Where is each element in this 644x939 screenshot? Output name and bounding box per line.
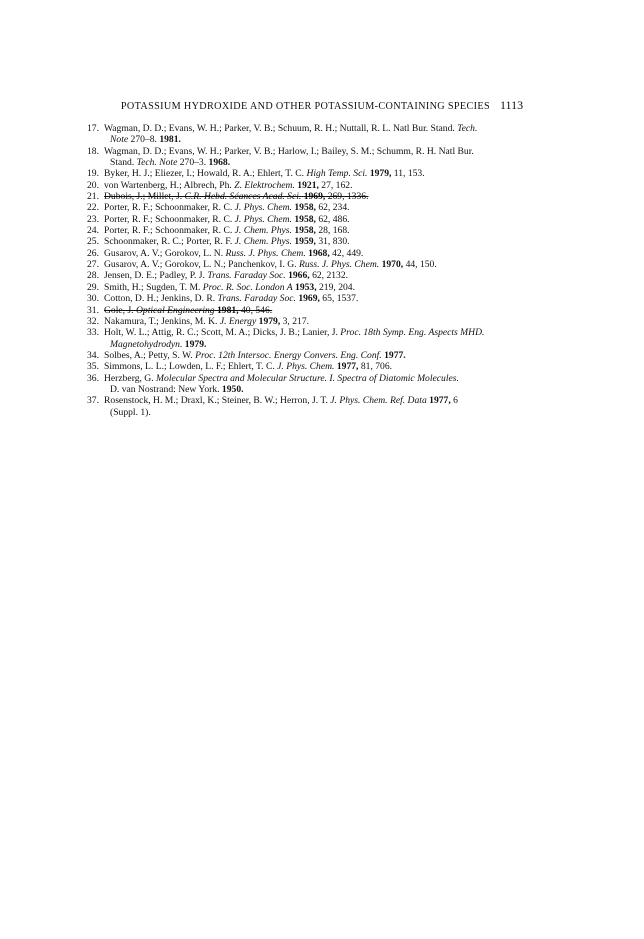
citation-segment: 269, 1336.	[325, 191, 369, 203]
reference-number: 36.	[87, 372, 99, 384]
citation-segment: Solbes, A.; Petty, S. W.	[104, 349, 196, 361]
citation-segment: Gole, J.	[104, 304, 136, 316]
citation-segment: 62, 234.	[315, 202, 350, 214]
citation-segment: Proc. R. Soc. London A	[202, 281, 293, 293]
citation-segment: Schoonmaker, R. C.; Porter, R. F.	[104, 236, 235, 248]
citation-segment: 1959,	[294, 236, 316, 248]
reference-text	[104, 282, 355, 293]
reference-text	[104, 123, 477, 134]
page-number: 1113	[499, 98, 524, 112]
citation-segment: Simmons, L. L.; Lowden, L. F.; Ehlert, T. C.	[104, 361, 278, 373]
citation-segment: 1958,	[294, 202, 316, 214]
reference-item	[84, 146, 568, 169]
reference-item	[84, 282, 568, 293]
citation-segment: 1968.	[208, 157, 231, 169]
citation-segment: Dubois, J.; Millet, J.	[104, 191, 185, 203]
running-header	[0, 96, 644, 114]
reference-item	[84, 327, 568, 350]
citation-segment: Porter, R. F.; Schoonmaker, R. C.	[104, 213, 235, 225]
citation-segment: Proc. 12th Intersoc. Energy Convers. Eng. Conf.	[195, 349, 382, 361]
citation-segment: Byker, H. J.; Eliezer, I.; Howald, R. A.; Ehlert, T. C.	[104, 168, 307, 180]
citation-segment: Jensen, D. E.; Padley, P. J.	[104, 270, 208, 282]
citation-segment: Smith, H.; Sugden, T. M.	[104, 281, 203, 293]
citation-segment: J. Phys. Chem.	[234, 202, 292, 214]
citation-segment: Porter, R. F.; Schoonmaker, R. C.	[104, 202, 235, 214]
citation-segment: 270–3.	[177, 157, 209, 169]
citation-segment: 6	[450, 395, 458, 407]
reference-text	[104, 395, 458, 406]
reference-number: 24.	[87, 225, 99, 237]
reference-item	[84, 305, 568, 316]
reference-number: 21.	[87, 191, 99, 203]
reference-text	[104, 373, 459, 384]
reference-text	[104, 214, 350, 225]
citation-segment: Wagman, D. D.; Evans, W. H.; Parker, V. B.; Harlow, I.; Bailey, S. M.; Schumm, R. H. Natl Bur.	[104, 145, 474, 157]
reference-item	[84, 248, 568, 259]
reference-continuation	[104, 384, 568, 395]
citation-segment: Magnetohydrodyn.	[110, 338, 183, 350]
reference-number: 37.	[87, 395, 99, 407]
citation-segment: C.R. Hebd. Séances Acad. Sci.	[184, 191, 302, 203]
citation-segment: Z. Elektrochem.	[234, 179, 295, 191]
reference-item	[84, 225, 568, 236]
citation-segment: 11, 153.	[391, 168, 425, 180]
reference-number: 30.	[87, 293, 99, 305]
reference-number: 18.	[87, 145, 99, 157]
citation-segment: Trans. Faraday Soc.	[207, 270, 286, 282]
citation-segment: 1970,	[381, 259, 404, 271]
citation-segment: 44, 150.	[403, 259, 437, 271]
citation-segment: Herzberg, G.	[104, 372, 157, 384]
reference-number: 22.	[87, 202, 99, 214]
citation-segment: J. Phys. Chem. Ref. Data	[330, 395, 427, 407]
reference-text	[104, 316, 309, 327]
citation-segment: 62, 2132.	[309, 270, 349, 282]
citation-segment: 65, 1537.	[319, 293, 359, 305]
citation-segment: 1981.	[159, 134, 181, 146]
citation-segment: 62, 486.	[315, 213, 350, 225]
citation-segment: 1969,	[298, 293, 320, 305]
citation-segment: 1958,	[294, 225, 316, 237]
citation-segment: 81, 706.	[358, 361, 393, 373]
citation-segment: 40, 546.	[238, 304, 273, 316]
reference-number: 29.	[87, 281, 99, 293]
reference-number: 20.	[87, 179, 99, 191]
reference-text	[104, 180, 352, 191]
citation-segment: J. Phys. Chem.	[277, 361, 335, 373]
reference-number: 27.	[87, 259, 99, 271]
citation-segment: 31, 830.	[315, 236, 350, 248]
reference-number: 17.	[87, 123, 99, 134]
citation-segment: 28, 168.	[315, 225, 350, 237]
citation-segment: (Suppl. 1).	[110, 406, 151, 418]
citation-segment: Rosenstock, H. M.; Draxl, K.; Steiner, B. W.; Herron, J. T.	[104, 395, 331, 407]
citation-segment: Molecular Spectra and Molecular Structure. I. Spectra of Diatomic Molecules.	[156, 372, 459, 384]
reference-number: 34.	[87, 349, 99, 361]
reference-text	[104, 361, 392, 372]
reference-list	[84, 123, 568, 418]
citation-segment: 1977,	[336, 361, 359, 373]
reference-text	[104, 327, 484, 338]
reference-text	[104, 350, 406, 361]
citation-segment: Tech.	[457, 123, 478, 134]
citation-segment: 27, 162.	[318, 179, 353, 191]
reference-item	[84, 270, 568, 281]
reference-number: 28.	[87, 270, 99, 282]
citation-segment: 1979.	[184, 338, 207, 350]
citation-segment: J. Chem. Phys.	[234, 225, 292, 237]
citation-segment: 1966,	[288, 270, 310, 282]
reference-item	[84, 180, 568, 191]
citation-segment: 1981,	[217, 304, 239, 316]
citation-segment: 1958,	[294, 213, 316, 225]
reference-item	[84, 373, 568, 396]
reference-item	[84, 123, 568, 146]
citation-segment: 1969,	[303, 191, 326, 203]
header-title: POTASSIUM HYDROXIDE AND OTHER POTASSIUM-CONTAINING SPECIES	[120, 101, 490, 112]
reference-continuation	[104, 339, 568, 350]
citation-segment: 1968,	[308, 247, 330, 259]
reference-text	[104, 270, 348, 281]
reference-number: 33.	[87, 327, 99, 339]
reference-continuation	[104, 157, 568, 168]
citation-segment: 1979,	[258, 315, 281, 327]
reference-number: 31.	[87, 304, 99, 316]
reference-item	[84, 350, 568, 361]
reference-text	[104, 236, 350, 247]
reference-item	[84, 202, 568, 213]
reference-item	[84, 316, 568, 327]
citation-segment: J. Energy	[219, 315, 257, 327]
citation-segment: Russ. J. Phys. Chem.	[298, 259, 380, 271]
citation-segment: J. Phys. Chem.	[234, 213, 292, 225]
citation-segment: Note	[110, 134, 129, 146]
reference-item	[84, 168, 568, 179]
citation-segment: Holt, W. L.; Attig, R. C.; Scott, M. A.; Dicks, J. B.; Lanier, J.	[104, 327, 341, 339]
citation-segment: von Wartenberg, H.; Albrech, Ph.	[104, 179, 235, 191]
citation-segment: J. Chem. Phys.	[234, 236, 292, 248]
citation-segment: 1979,	[369, 168, 392, 180]
citation-segment: 1977,	[429, 395, 451, 407]
citation-segment: High Temp. Sci.	[306, 168, 368, 180]
reference-text	[104, 168, 425, 179]
citation-segment: Gusarov, A. V.; Gorokov, L. N.; Panchenkov, I. G.	[104, 259, 299, 271]
citation-segment: 1921,	[297, 179, 319, 191]
reference-item	[84, 259, 568, 270]
reference-text	[104, 225, 350, 236]
reference-item	[84, 236, 568, 247]
citation-segment: Tech. Note	[136, 157, 178, 169]
reference-number: 26.	[87, 247, 99, 259]
reference-number: 25.	[87, 236, 99, 248]
citation-segment: 270–8.	[128, 134, 160, 146]
reference-number: 23.	[87, 213, 99, 225]
citation-segment: D. van Nostrand: New York.	[110, 383, 222, 395]
citation-segment: Porter, R. F.; Schoonmaker, R. C.	[104, 225, 235, 237]
citation-segment: 1953,	[295, 281, 317, 293]
citation-segment: 219, 204.	[316, 281, 355, 293]
reference-item	[84, 361, 568, 372]
citation-segment: Optical Engineering	[135, 304, 215, 316]
reference-text	[104, 293, 358, 304]
reference-continuation	[104, 407, 568, 418]
citation-segment: Russ. J. Phys. Chem.	[225, 247, 306, 259]
reference-item	[84, 293, 568, 304]
reference-text	[104, 202, 350, 213]
reference-text	[104, 305, 272, 316]
reference-number: 32.	[87, 315, 99, 327]
citation-segment: 1950.	[221, 383, 244, 395]
citation-segment: Proc. 18th Symp. Eng. Aspects MHD.	[340, 327, 485, 339]
reference-text	[104, 248, 363, 259]
reference-item	[84, 395, 568, 418]
reference-item	[84, 214, 568, 225]
reference-text	[104, 191, 368, 202]
reference-text	[104, 146, 474, 157]
citation-segment: 3, 217.	[280, 315, 310, 327]
reference-continuation	[104, 134, 568, 145]
citation-segment: Stand.	[110, 157, 137, 169]
citation-segment: Wagman, D. D.; Evans, W. H.; Parker, V. B.; Schuum, R. H.; Nuttall, R. L. Natl Bur. Stand.	[104, 123, 458, 134]
reference-number: 19.	[87, 168, 99, 180]
reference-number: 35.	[87, 361, 99, 373]
citation-segment: Nakamura, T.; Jenkins, M. K.	[104, 315, 220, 327]
reference-item	[84, 191, 568, 202]
citation-segment: 1977.	[384, 349, 406, 361]
citation-segment: Trans. Faraday Soc.	[217, 293, 296, 305]
citation-segment: 42, 449.	[329, 247, 364, 259]
citation-segment: Gusarov, A. V.; Gorokov, L. N.	[104, 247, 226, 259]
citation-segment: Cotton, D. H.; Jenkins, D. R.	[104, 293, 218, 305]
reference-text	[104, 259, 437, 270]
